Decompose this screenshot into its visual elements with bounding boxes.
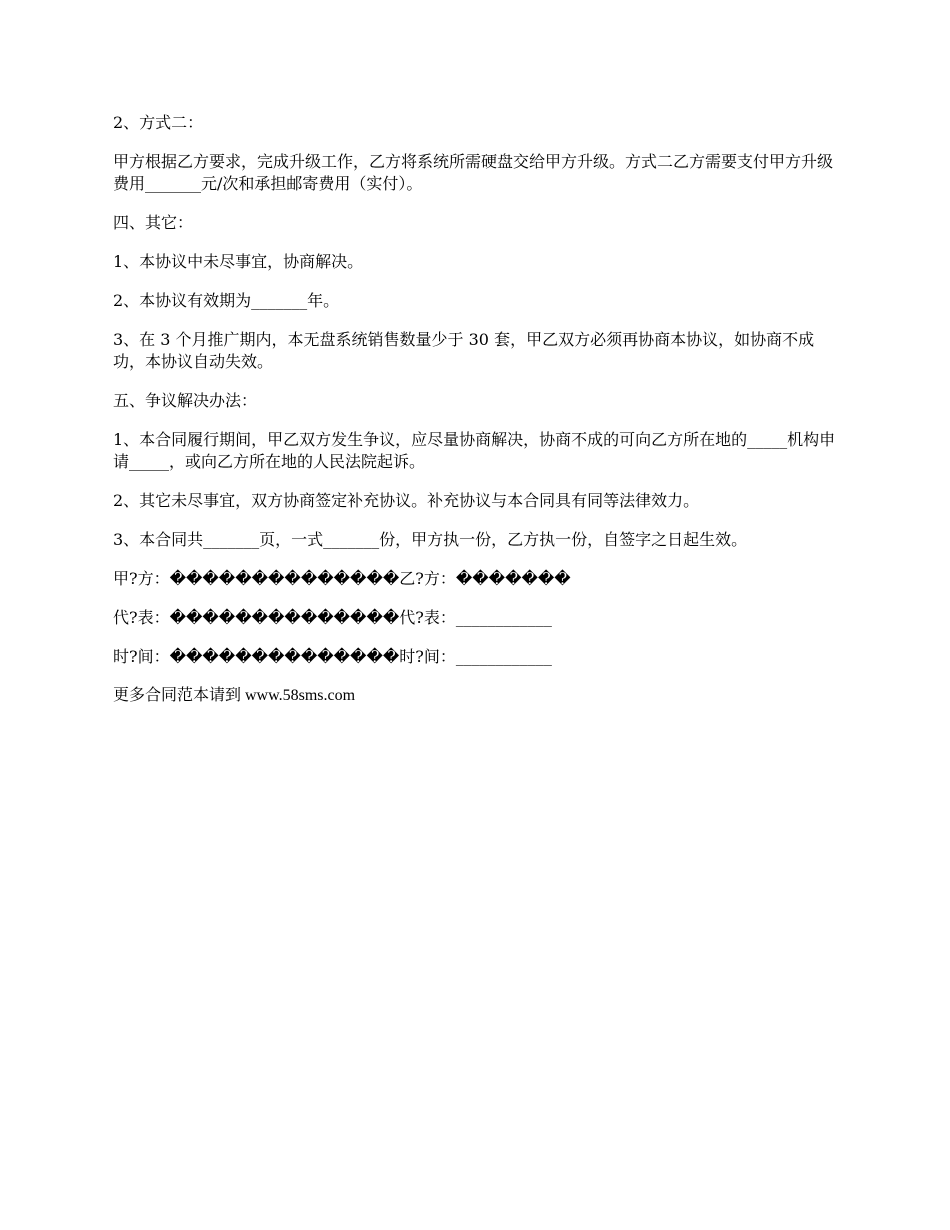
clause-four-3: 3、在 3 个月推广期内，本无盘系统销售数量少于 30 套，甲乙双方必须再协商本协议，如协商不成功，本协议自动失效。	[113, 330, 815, 371]
footer-more-templates: 更多合同范本请到 www.58sms.com	[113, 687, 356, 704]
signature-party-line: 甲?方：��������������乙?方：�������	[113, 569, 571, 588]
section-five-heading: 五、争议解决办法：	[113, 391, 258, 410]
clause-method-two-text: 甲方根据乙方要求，完成升级工作，乙方将系统所需硬盘交给甲方升级。方式二乙方需要支付甲方升级费用_______元/次和承担邮寄费用（实付）。	[113, 152, 834, 193]
clause-four-1: 1、本协议中未尽事宜，协商解决。	[113, 252, 364, 271]
clause-four-2: 2、本协议有效期为_______年。	[113, 291, 340, 310]
section-four-heading: 四、其它：	[113, 213, 194, 232]
clause-method-two-heading: 2、方式二：	[113, 113, 204, 132]
document-body	[113, 112, 843, 724]
clause-five-3: 3、本合同共_______页，一式_______份，甲方执一份，乙方执一份，自签字之日起生效。	[113, 530, 748, 549]
clause-five-1: 1、本合同履行期间，甲乙双方发生争议，应尽量协商解决，协商不成的可向乙方所在地的_____机构申请_____，或向乙方所在地的人民法院起诉。	[113, 430, 836, 471]
signature-date-line: 时?间：��������������时?间：____________	[113, 647, 552, 666]
signature-representative-line: 代?表：��������������代?表：____________	[113, 608, 552, 627]
clause-five-2: 2、其它未尽事宜，双方协商签定补充协议。补充协议与本合同具有同等法律效力。	[113, 491, 700, 510]
